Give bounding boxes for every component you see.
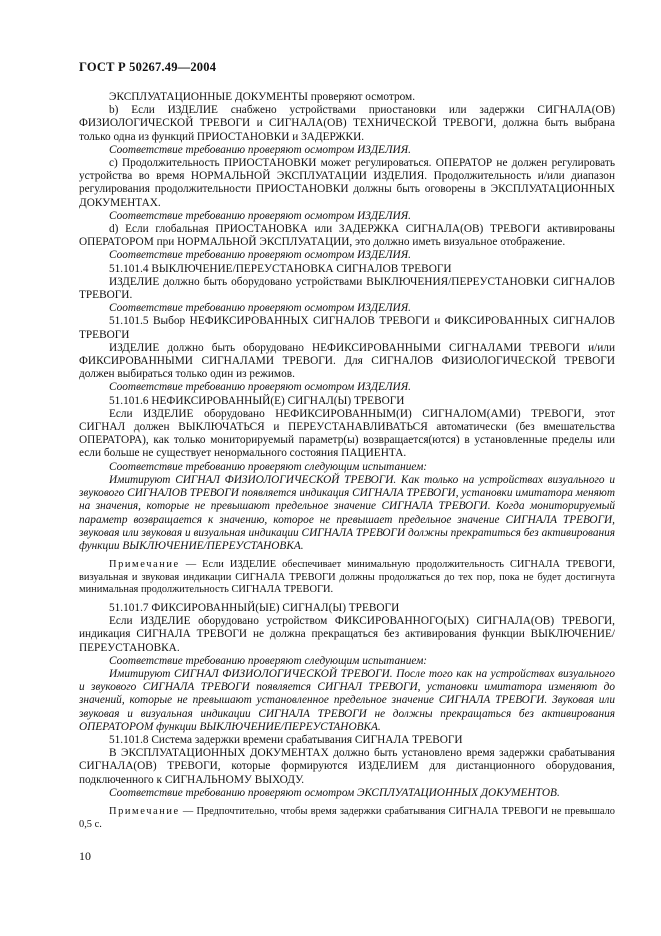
paragraph: ИЗДЕЛИЕ должно быть оборудовано НЕФИКСИРОВАННЫМИ СИГНАЛАМИ ТРЕВОГИ и/или ФИКСИРОВАННЫМИ СИГНАЛАМИ ТРЕВОГИ. Для СИГНАЛОВ ФИЗИОЛОГИЧЕСКОЙ ТРЕВОГИ должен выбираться только один из режимов. [79, 341, 615, 381]
note-paragraph [79, 559, 615, 597]
note-label: Примечание [109, 805, 180, 817]
paragraph: 51.101.4 ВЫКЛЮЧЕНИЕ/ПЕРЕУСТАНОВКА СИГНАЛОВ ТРЕВОГИ [109, 262, 452, 275]
document-header: ГОСТ Р 50267.49—2004 [79, 60, 217, 74]
page-number: 10 [79, 849, 91, 863]
paragraph: c) Продолжительность ПРИОСТАНОВКИ может регулироваться. ОПЕРАТОР не должен регулировать устройства во время НОРМАЛЬНОЙ ЭКСПЛУАТАЦИИ ИЗДЕЛИЯ. Продолжительность и/или диапазон регулирования продолжительности ПРИОСТАНОВКИ должны быть оговорены в ЭКСПЛУАТАЦИОННЫХ ДОКУМЕНТАХ. [79, 157, 615, 209]
note-label: Примечание [109, 559, 180, 571]
paragraph: ЭКСПЛУАТАЦИОННЫЕ ДОКУМЕНТЫ проверяют осмотром. [109, 91, 416, 103]
paragraph: d) Если глобальная ПРИОСТАНОВКА или ЗАДЕРЖКА СИГНАЛА(ОВ) ТРЕВОГИ активированы ОПЕРАТОРОМ при НОРМАЛЬНОЙ ЭКСПЛУАТАЦИИ, это должно иметь визуальное отображение. [79, 223, 615, 249]
paragraph: 51.101.8 Система задержки времени срабатывания СИГНАЛА ТРЕВОГИ [109, 733, 463, 746]
paragraph: b) Если ИЗДЕЛИЕ снабжено устройствами приостановки или задержки СИГНАЛА(ОВ) ФИЗИОЛОГИЧЕСКОЙ ТРЕВОГИ и СИГНАЛА(ОВ) ТЕХНИЧЕСКОЙ ТРЕВОГИ, должна быть выбрана только одна из функций ПРИОСТАНОВКИ и ЗАДЕРЖКИ. [79, 104, 615, 143]
italic-paragraph: Соответствие требованию проверяют осмотром ИЗДЕЛИЯ. [109, 381, 411, 394]
paragraph: Если ИЗДЕЛИЕ оборудовано устройством ФИКСИРОВАННОГО(ЫХ) СИГНАЛА(ОВ) ТРЕВОГИ, индикация СИГНАЛА ТРЕВОГИ не должна прекращаться без активирования функции ВЫКЛЮЧЕНИЕ/ПЕРЕУСТАНОВКА. [79, 615, 615, 654]
document-body [79, 91, 615, 836]
paragraph: ИЗДЕЛИЕ должно быть оборудовано устройствами ВЫКЛЮЧЕНИЯ/ПЕРЕУСТАНОВКИ СИГНАЛОВ ТРЕВОГИ. [79, 275, 615, 302]
italic-paragraph: Соответствие требованию проверяют осмотром ИЗДЕЛИЯ. [109, 249, 411, 262]
italic-paragraph: Соответствие требованию проверяют следующим испытанием: [109, 460, 428, 473]
italic-paragraph: Имитируют СИГНАЛ ФИЗИОЛОГИЧЕСКОЙ ТРЕВОГИ. После того как на устройствах визуального и звукового СИГНАЛА ТРЕВОГИ появляется СИГНАЛ ТРЕВОГИ, установки имитатора изменяют до значений, которые не превышают установленное предельное значение СИГНАЛА ТРЕВОГИ. Звуковая или звуковая и визуальная индикации СИГНАЛА ТРЕВОГИ не должны прекращаться без активирования ОПЕРАТОРОМ функции ВЫКЛЮЧЕНИЕ/ПЕРЕУСТАНОВКА. [79, 667, 615, 733]
italic-paragraph: Соответствие требованию проверяют следующим испытанием: [109, 654, 428, 667]
italic-paragraph: Соответствие требованию проверяют осмотром ИЗДЕЛИЯ. [109, 302, 411, 315]
paragraph: Если ИЗДЕЛИЕ оборудовано НЕФИКСИРОВАННЫМ(И) СИГНАЛОМ(АМИ) ТРЕВОГИ, этот СИГНАЛ должен ВЫКЛЮЧАТЬСЯ и ПЕРЕУСТАНАВЛИВАТЬСЯ автоматически (без вмешательства ОПЕРАТОРА), как только мониторируемый параметр(ы) возвращается(ются) в установленные пределы или если больше не существует ненормального состояния ПАЦИЕНТА. [79, 407, 615, 460]
paragraph: 51.101.7 ФИКСИРОВАННЫЙ(ЫЕ) СИГНАЛ(Ы) ТРЕВОГИ [109, 601, 400, 614]
paragraph: В ЭКСПЛУАТАЦИОННЫХ ДОКУМЕНТАХ должно быть установлено время задержки срабатывания СИГНАЛА(ОВ) ТРЕВОГИ, которые формируются ИЗДЕЛИЕМ для дистанционного оборудования, подключенного к СИГНАЛЬНОМУ ВЫХОДУ. [79, 747, 615, 786]
note-paragraph [79, 806, 615, 831]
italic-paragraph: Соответствие требованию проверяют осмотром ИЗДЕЛИЯ. [109, 143, 411, 156]
note-text: — Предпочтительно, чтобы время задержки срабатывания СИГНАЛА ТРЕВОГИ не превышало 0,5 с. [79, 805, 615, 830]
italic-paragraph: Имитируют СИГНАЛ ФИЗИОЛОГИЧЕСКОЙ ТРЕВОГИ. Как только на устройствах визуального и звукового СИГНАЛОВ ТРЕВОГИ появляется индикация СИГНАЛА ТРЕВОГИ, установки имитатора меняют на значения, которые не превышают предельное значение СИГНАЛА ТРЕВОГИ. Когда мониторируемый параметр возвращается к значению, которое не превышает предельное значение СИГНАЛА ТРЕВОГИ, звуковая или звуковая и визуальная индикации СИГНАЛА ТРЕВОГИ должны прекратиться без активирования функции ВЫКЛЮЧЕНИЕ/ПЕРЕУСТАНОВКА. [79, 473, 615, 552]
italic-paragraph: Соответствие требованию проверяют осмотром ЭКСПЛУАТАЦИОННЫХ ДОКУМЕНТОВ. [109, 786, 560, 799]
paragraph: 51.101.5 Выбор НЕФИКСИРОВАННЫХ СИГНАЛОВ ТРЕВОГИ и ФИКСИРОВАННЫХ СИГНАЛОВ ТРЕВОГИ [79, 315, 615, 341]
italic-paragraph: Соответствие требованию проверяют осмотром ИЗДЕЛИЯ. [109, 209, 411, 222]
paragraph: 51.101.6 НЕФИКСИРОВАННЫЙ(Е) СИГНАЛ(Ы) ТРЕВОГИ [109, 394, 405, 407]
note-text: — Если ИЗДЕЛИЕ обеспечивает минимальную продолжительность СИГНАЛА ТРЕВОГИ, визуальная и звуковая индикации СИГНАЛА ТРЕВОГИ должны продолжаться до тех пор, пока не будет достигнута минимальная продолжительность СИГНАЛА ТРЕВОГИ. [79, 559, 615, 596]
